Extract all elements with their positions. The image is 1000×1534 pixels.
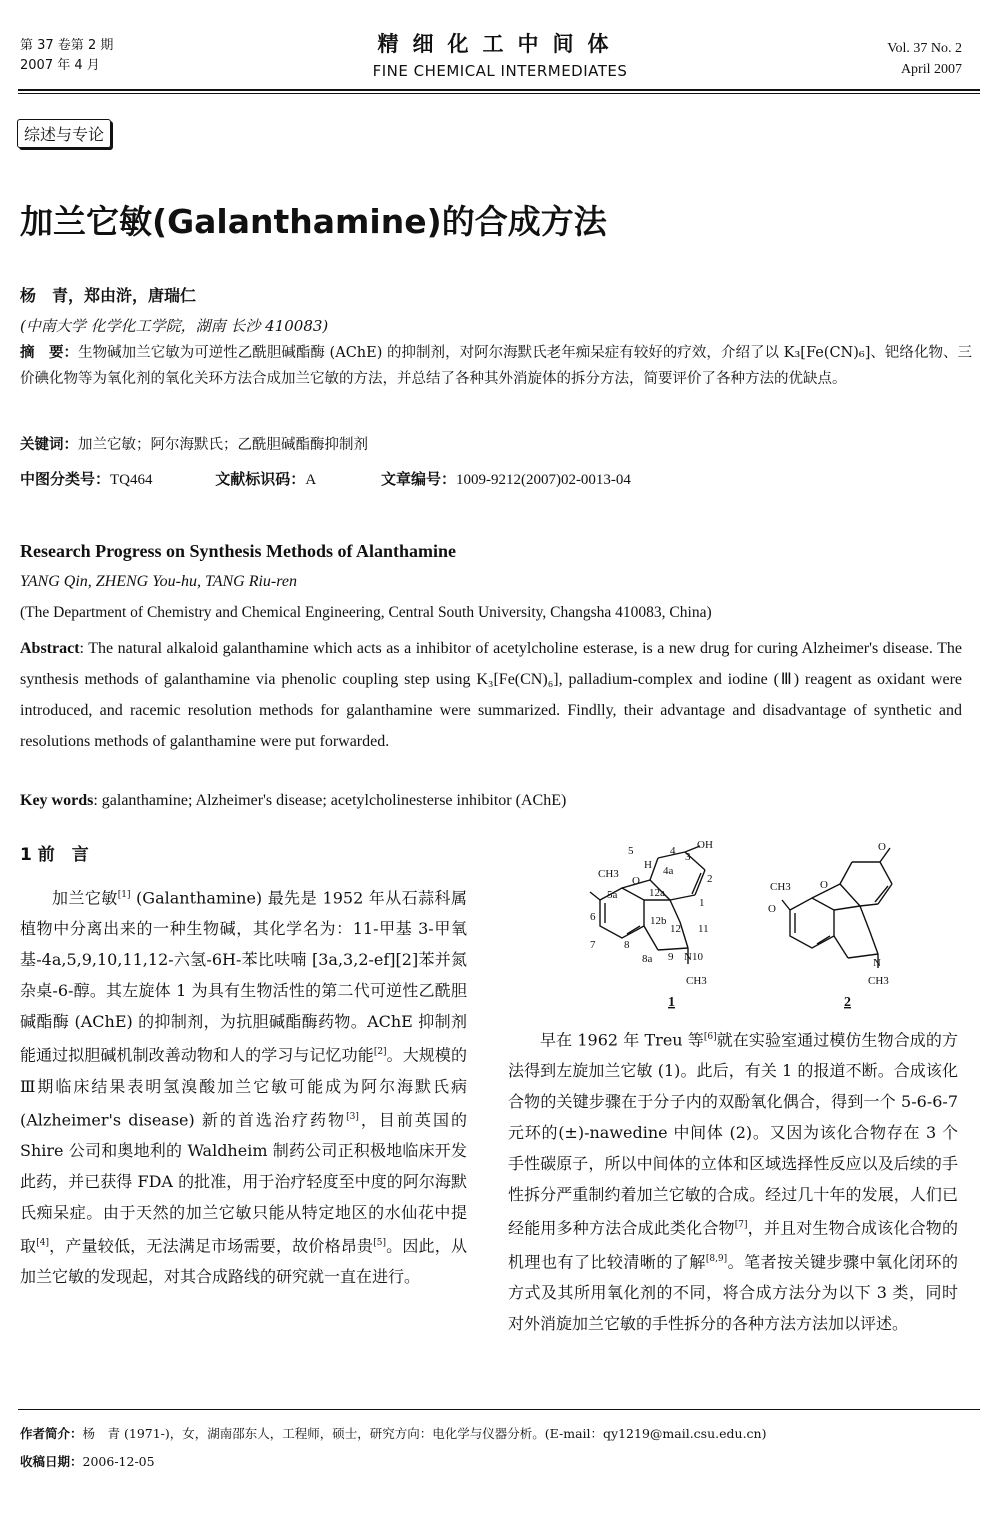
english-keywords: [20, 792, 566, 810]
date-cn: 2007 年 4 月: [20, 58, 100, 73]
structure-1-labels: [590, 840, 713, 1010]
abstract-cn-text: 生物碱加兰它敏为可逆性乙酰胆碱酯酶 (AChE) 的抑制剂，对阿尔海默氏老年痴呆症有较好的疗效，介绍了以 K₃[Fe(CN)₆]、钯络化物、三价碘化物等为氧化剂的氧化关环方法合成加兰它敏的方法，并总结了各种其外消旋体的拆分方法，简要评价了各种方法的优缺点。: [20, 345, 973, 387]
classification: [20, 468, 631, 489]
english-authors: YANG Qin, ZHENG You-hu, TANG Riu-ren: [20, 573, 297, 590]
text-run: ，目前英国的 Shire 公司和奥地利的 Waldheim 制药公司正积极地临床开发此药，并已获得 FDA 的批准，用于治疗轻度至中度的阿尔海默氏痴呆症。由于天然的加兰它敏只能从特定地区的水仙花中提取: [20, 1109, 467, 1256]
author-bio-text: 杨 青 (1971-)，女，湖南邵东人，工程师，硕士，研究方向：电化学与仪器分析。(E-mail：qy1219@mail.csu.edu.cn): [82, 1426, 767, 1441]
label-methoxy-o: O: [768, 903, 776, 915]
article-title: 加兰它敏(Galanthamine)的合成方法: [20, 202, 607, 241]
citation-ref[interactable]: [6]: [703, 1032, 717, 1042]
keywords-cn-label: 关键词：: [20, 437, 78, 453]
intro-right-column: [508, 1022, 958, 1339]
label-8a: 8a: [642, 953, 653, 965]
structure-figure: [560, 840, 970, 1015]
structure-2: [782, 848, 892, 968]
label-nch3: CH3: [868, 975, 889, 987]
abstract-cn: [20, 341, 972, 392]
label-h: H: [644, 859, 652, 871]
author-bio-label: 作者简介：: [20, 1426, 83, 1441]
label-9: 9: [668, 951, 674, 963]
footer-rule: [18, 1409, 980, 1410]
text-run: 。因此，从加兰它敏的发现起，对其合成路线的研究就一直在进行。: [20, 1236, 467, 1287]
citation-ref[interactable]: [7]: [734, 1220, 748, 1231]
clc-value: TQ464: [110, 472, 153, 488]
label-o: O: [632, 875, 640, 887]
received-label: 收稿日期：: [20, 1454, 83, 1469]
english-keywords-label: Key words: [20, 792, 94, 809]
header-rule: [18, 89, 980, 91]
doc-code-label: 文献标识码：: [215, 470, 306, 488]
text-run: 就在实验室通过模仿生物合成的方法得到左旋加兰它敏 (1)。此后，有关 1 的报道不断。合成该化合物的关键步骤在于分子内的双酚氧化偶合，得到一个 5-6-6-7 元环的(±)-nawedine 中间体 (2)。又因为该化合物存在 3 个手性碳原子，所以中间体的立体和区域选择性反应以及后续的手性拆分严重制约着加兰它敏的合成。经过几十年的发展，人们已经能用多种方法合成此类化合物: [508, 1030, 958, 1238]
volume-cn: 第 37 卷第 2 期: [20, 38, 114, 53]
issue-info-en: [887, 38, 962, 80]
citation-ref[interactable]: [1]: [117, 890, 131, 900]
label-n: N: [873, 957, 881, 969]
label-7: 7: [590, 939, 596, 951]
structure-2-labels: [768, 841, 889, 1010]
intro-paragraph-1: [20, 880, 467, 1292]
label-4: 4: [670, 845, 676, 857]
abstract-cn-label: 摘 要：: [20, 345, 79, 361]
citation-ref[interactable]: [2]: [373, 1047, 387, 1058]
compound-label-2: 2: [844, 995, 851, 1010]
keywords-cn-text: 加兰它敏；阿尔海默氏；乙酰胆碱酯酶抑制剂: [78, 437, 368, 453]
label-ketone-o: O: [878, 841, 886, 853]
volume-en: Vol. 37 No. 2: [887, 41, 962, 56]
text-run: 。大规模的Ⅲ期临床结果表明氢溴酸加兰它敏可能成为阿尔海默氏病 (Alzheimer's disease) 新的首选治疗药物: [20, 1045, 467, 1129]
label-3: 3: [685, 851, 691, 863]
date-en: April 2007: [900, 62, 962, 77]
citation-ref[interactable]: [4]: [36, 1237, 49, 1248]
journal-title: [0, 28, 1000, 80]
label-oh: OH: [697, 840, 713, 851]
english-abstract: [20, 633, 962, 757]
label-ch3: CH3: [598, 868, 619, 880]
label-5a: 5a: [607, 889, 618, 901]
keywords-cn: [20, 433, 972, 459]
label-ch3: CH3: [770, 881, 791, 893]
text-run: (Galanthamine) 最先是 1952 年从石蒜科属植物中分离出来的一种生物碱，其化学名为：11-甲基 3-甲氧基-4a,5,9,10,11,12-六氢-6H-苯比呋喃 [3a,3,2-ef][2]苯并氮杂桌-6-醇。其左旋体 1 为具有生物活性的第二代可逆性乙酰胆碱酯酶 (AChE) 的抑制剂，为抗胆碱酯酶药物。AChE 抑制剂能通过拟胆碱机制改善动物和人的学习与记忆功能: [20, 888, 467, 1065]
label-nch3: CH3: [686, 975, 707, 987]
intro-paragraph-2: [508, 1022, 958, 1339]
english-abstract-text: : The natural alkaloid galanthamine which acts as a inhibitor of acetylcholine esterase, is a new drug for curing Alzheimer's disease. The synthesis methods of galanthamine via phenolic coupling step using K₃[Fe(CN)₆], palladium-complex and iodine (Ⅲ) reagent as oxidant were introduced, and racemic resolution methods for galanthamine were summarized. Findlly, their advantage and disadvantage of synthetic and resolutions methods of galanthamine were put forwarded.: [20, 640, 962, 750]
label-1: 1: [699, 897, 705, 909]
section-tag: 综述与专论: [17, 119, 111, 148]
text-run: ，并且对生物合成该化合物的机理也有了比较清晰的了解: [508, 1218, 958, 1271]
label-6: 6: [590, 911, 596, 923]
section-heading: 1 前 言: [20, 845, 89, 865]
text-run: 早在 1962 年 Treu 等: [540, 1030, 704, 1050]
author-bio: [20, 1424, 766, 1442]
label-12: 12: [670, 923, 681, 935]
text-run: 加兰它敏: [52, 888, 118, 908]
english-affiliation: (The Department of Chemistry and Chemical Engineering, Central South University, Changsha 410083, China): [20, 604, 712, 621]
text-run: ，产量较低，无法满足市场需要，故价格昂贵: [48, 1236, 374, 1256]
label-8: 8: [624, 939, 630, 951]
label-n10: N10: [684, 951, 703, 963]
article-number-value: 1009-9212(2007)02-0013-04: [455, 472, 631, 488]
citation-ref[interactable]: [3]: [346, 1111, 359, 1122]
label-5: 5: [628, 845, 634, 857]
label-11: 11: [698, 923, 709, 935]
doc-code-value: A: [305, 472, 317, 488]
received-date: [20, 1452, 155, 1470]
authors-cn: 杨 青，郑由浒，唐瑞仁: [20, 286, 197, 305]
english-keywords-text: : galanthamine; Alzheimer's disease; acetylcholinesterse inhibitor (AChE): [93, 792, 567, 809]
english-abstract-label: Abstract: [20, 640, 80, 657]
journal-title-cn: 精细化工中间体: [377, 32, 623, 56]
affiliation-cn: (中南大学 化学化工学院，湖南 长沙 410083): [20, 317, 329, 335]
label-12a: 12a: [649, 887, 665, 899]
label-4a: 4a: [663, 865, 674, 877]
intro-left-column: [20, 880, 467, 1292]
received-value: 2006-12-05: [82, 1454, 155, 1469]
text-run: 。笔者按关键步骤中氧化闭环的方式及其所用氧化剂的不同，将合成方法分为以下 3 类，同时对外消旋加兰它敏的手性拆分的各种方法方法加以评述。: [508, 1251, 958, 1333]
label-2: 2: [707, 873, 713, 885]
header-rule-thin: [18, 93, 980, 94]
citation-ref[interactable]: [5]: [373, 1237, 386, 1248]
journal-title-en: FINE CHEMICAL INTERMEDIATES: [372, 62, 628, 80]
compound-label-1: 1: [668, 995, 675, 1010]
citation-ref[interactable]: [8,9]: [705, 1253, 728, 1264]
article-number-label: 文章编号：: [380, 470, 456, 488]
label-ether-o: O: [820, 879, 828, 891]
label-12b: 12b: [650, 915, 667, 927]
english-title: Research Progress on Synthesis Methods of Alanthamine: [20, 541, 457, 561]
clc-label: 中图分类号：: [20, 470, 111, 488]
